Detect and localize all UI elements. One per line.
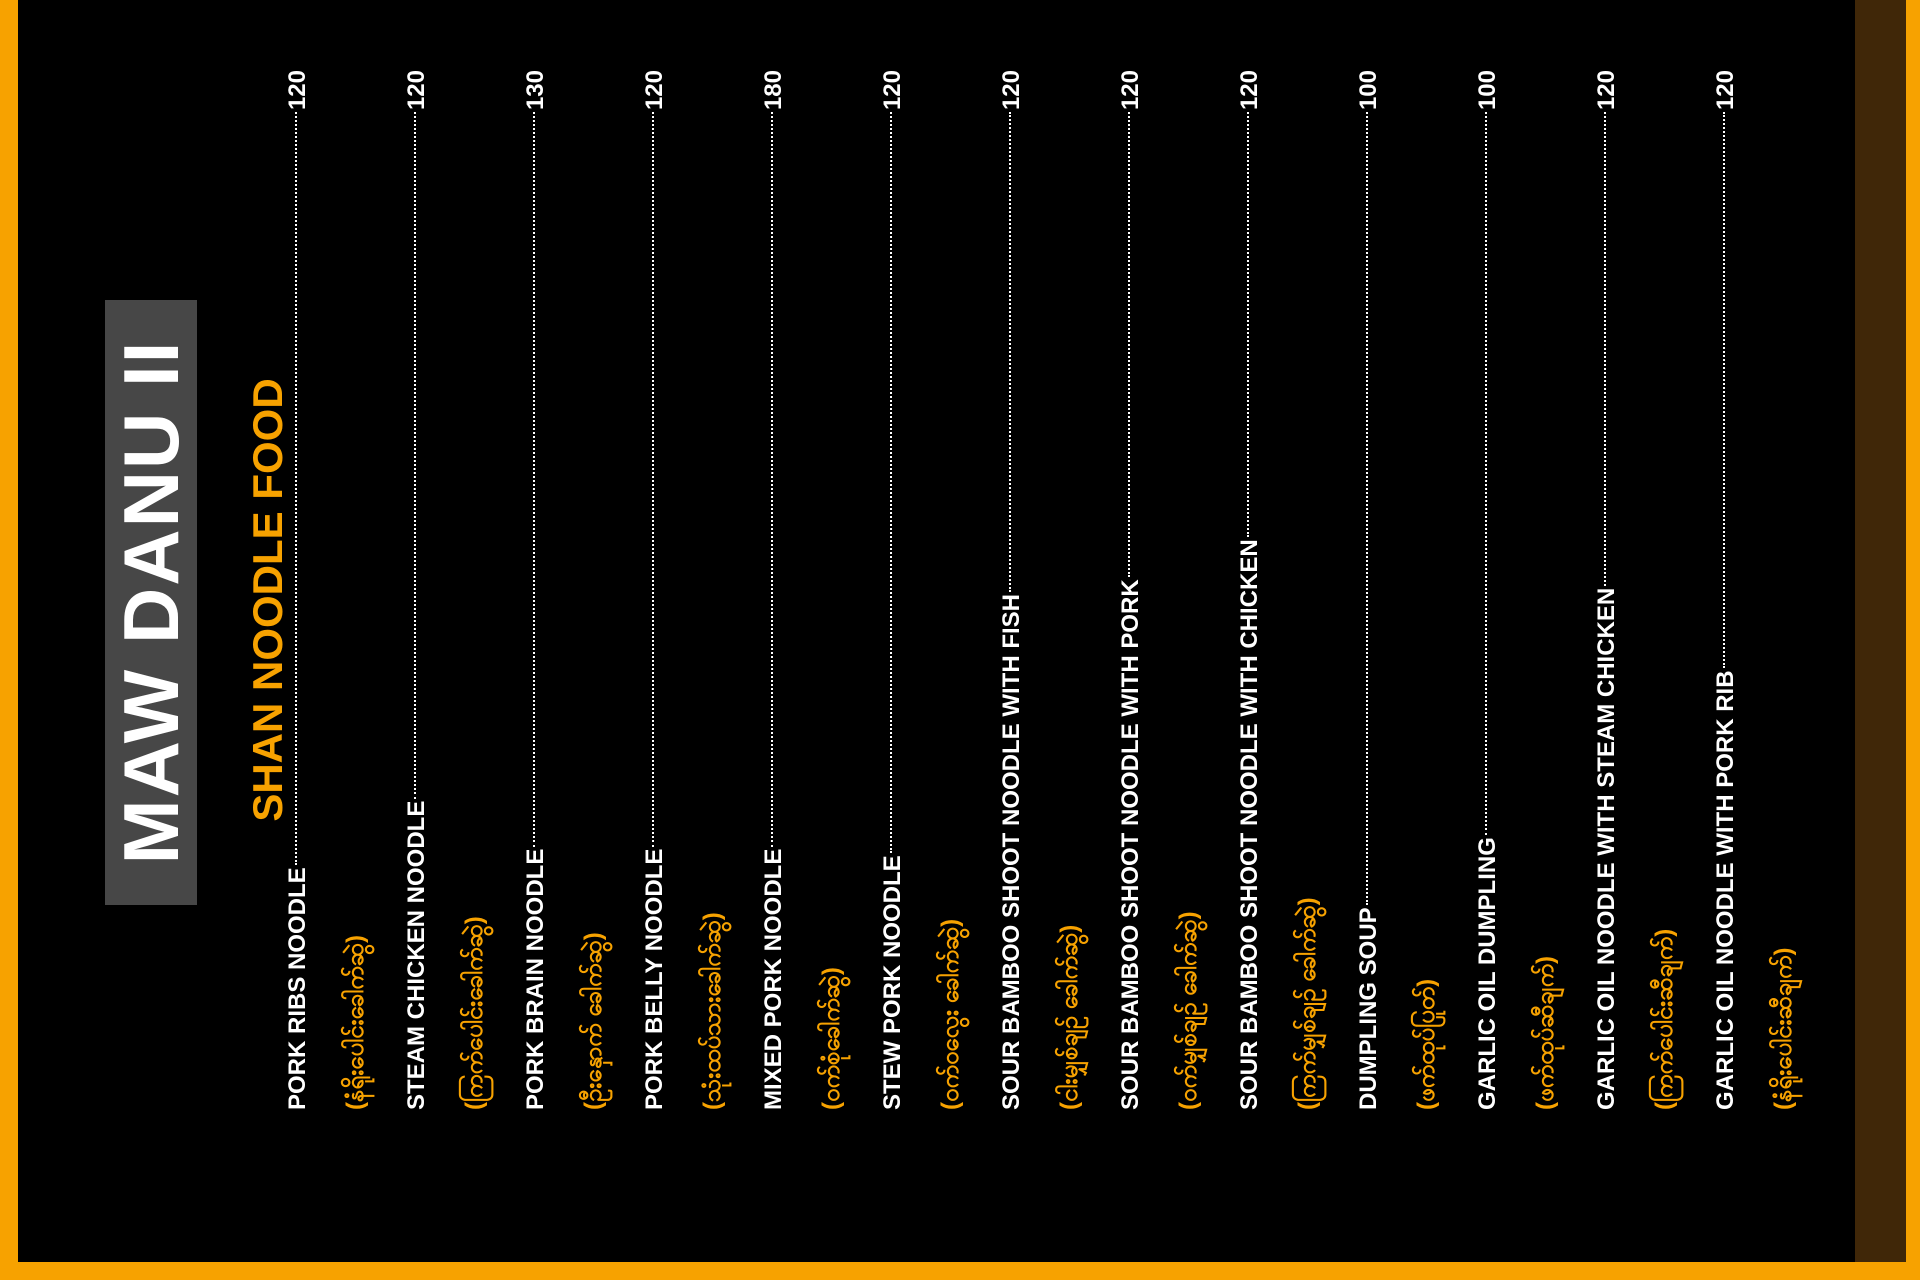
menu-item-price: 130 — [522, 70, 549, 111]
dot-leader — [1485, 112, 1487, 835]
menu-item-local-row — [1296, 70, 1320, 1110]
menu-item-local — [1762, 70, 1806, 1110]
menu-item-row — [1238, 70, 1262, 1110]
menu-item-local — [810, 70, 854, 1110]
menu-item-name: SOUR BAMBOO SHOOT NOODLE WITH CHICKEN — [1236, 539, 1263, 1110]
menu-item-row — [1119, 70, 1143, 1110]
menu-item-local-name: (ကြက်ပေါင်းဆီချက်) — [1651, 928, 1678, 1110]
menu-item-local — [691, 70, 735, 1110]
menu-item-local — [1167, 70, 1211, 1110]
menu-item — [395, 70, 439, 1110]
menu-item — [990, 70, 1034, 1110]
dot-leader — [1247, 112, 1249, 537]
menu-item-local-row — [701, 70, 725, 1110]
menu-item-local-name: (ဦးနှောက် ခေါက်ဆွဲ) — [580, 932, 607, 1110]
menu-panel — [18, 0, 1855, 1262]
menu-item-name: GARLIC OIL NOODLE WITH PORK RIB — [1712, 670, 1739, 1110]
dot-leader — [414, 112, 416, 799]
menu-item — [1704, 70, 1748, 1110]
dot-leader — [1723, 112, 1725, 668]
menu-item — [1109, 70, 1153, 1110]
menu-item-local-name: (ဝက်ဝလွေး ခေါက်ဆွဲ) — [937, 918, 964, 1110]
menu-item-name: PORK BRAIN NOODLE — [522, 848, 549, 1110]
menu-item-price: 120 — [1117, 70, 1144, 111]
menu-item-local-row — [1772, 70, 1796, 1110]
menu-item — [1466, 70, 1510, 1110]
menu-item-local-row — [1058, 70, 1082, 1110]
menu-item-price: 120 — [879, 70, 906, 111]
menu-item-price: 120 — [641, 70, 668, 111]
menu-item-local-row — [820, 70, 844, 1110]
menu-item-name: SOUR BAMBOO SHOOT NOODLE WITH FISH — [998, 594, 1025, 1110]
dot-leader — [1009, 112, 1011, 592]
menu-item-name: GARLIC OIL NOODLE WITH STEAM CHICKEN — [1593, 587, 1620, 1110]
menu-item-price: 120 — [1236, 70, 1263, 111]
menu-item-local-row — [1415, 70, 1439, 1110]
dot-leader — [1604, 112, 1606, 586]
menu-item-row — [1357, 70, 1381, 1110]
menu-item-local-row — [1177, 70, 1201, 1110]
menu-item-row — [524, 70, 548, 1110]
menu-item-price: 120 — [1593, 70, 1620, 111]
menu-item-name: STEAM CHICKEN NOODLE — [403, 800, 430, 1110]
menu-item-name: PORK RIBS NOODLE — [284, 867, 311, 1110]
menu-item — [1585, 70, 1629, 1110]
menu-item-row — [1000, 70, 1024, 1110]
dot-leader — [1366, 112, 1368, 905]
menu-item-price: 120 — [998, 70, 1025, 111]
menu-item-name: GARLIC OIL DUMPLING — [1474, 837, 1501, 1110]
dot-leader — [295, 112, 297, 865]
menu-item-row — [762, 70, 786, 1110]
menu-item-price: 120 — [403, 70, 430, 111]
menu-item-price: 120 — [284, 70, 311, 111]
menu-item-row — [1595, 70, 1619, 1110]
frame-shadow-right — [1855, 0, 1906, 1262]
dot-leader — [890, 112, 892, 853]
menu-item-name: STEW PORK NOODLE — [879, 855, 906, 1110]
menu-item-local-name: (ငါးမျှစ်ချဉ် ခေါက်ဆွဲ) — [1056, 924, 1083, 1110]
menu-item-local-row — [939, 70, 963, 1110]
menu-item-local-row — [582, 70, 606, 1110]
menu-item-local-name: (ကြက်ပေါင်းခေါက်ဆွဲ) — [461, 916, 488, 1110]
menu-item-local-name: (ဝက်စုံခေါက်ဆွဲ) — [818, 967, 845, 1110]
title-block — [105, 300, 197, 905]
menu-item — [871, 70, 915, 1110]
menu-item-local-name: (ဖက်ထုပ်ပြုတ်) — [1413, 978, 1440, 1110]
menu-item-row — [643, 70, 667, 1110]
dot-leader — [652, 112, 654, 847]
menu-item-name: SOUR BAMBOO SHOOT NOODLE WITH PORK — [1117, 579, 1144, 1110]
menu-item-row — [881, 70, 905, 1110]
menu-item-local — [1286, 70, 1330, 1110]
menu-item-local — [334, 70, 378, 1110]
menu-item-price: 180 — [760, 70, 787, 111]
menu-item-local-name: (နံရိုးပေါင်းခေါက်ဆွဲ) — [342, 935, 369, 1110]
menu-item — [633, 70, 677, 1110]
menu-item-local — [929, 70, 973, 1110]
menu-item-price: 100 — [1474, 70, 1501, 111]
menu-item — [752, 70, 796, 1110]
menu-item-local-name: (ကြက်မျှစ်ချဉ် ခေါက်ဆွဲ) — [1294, 897, 1321, 1110]
menu-item-price: 100 — [1355, 70, 1382, 111]
menu-item-row — [405, 70, 429, 1110]
menu-item-local-name: (ဖက်ထုပ်ဆီချက်) — [1532, 955, 1559, 1110]
menu-item-row — [1714, 70, 1738, 1110]
menu-subtitle: SHAN NOODLE FOOD — [244, 378, 291, 822]
menu-item-local-row — [1653, 70, 1677, 1110]
menu-item-name: DUMPLING SOUP — [1355, 907, 1382, 1110]
menu-item-local-row — [344, 70, 368, 1110]
menu-item — [276, 70, 320, 1110]
menu-item-name: MIXED PORK NOODLE — [760, 848, 787, 1110]
menu-item — [514, 70, 558, 1110]
menu-item-local-row — [1534, 70, 1558, 1110]
menu-item-local — [1405, 70, 1449, 1110]
menu-item — [1347, 70, 1391, 1110]
menu-item — [1228, 70, 1272, 1110]
menu-item-local-name: (သုံးထပ်သားခေါက်ဆွဲ) — [699, 912, 726, 1110]
dot-leader — [533, 112, 535, 847]
menu-item-local — [453, 70, 497, 1110]
menu-item-row — [1476, 70, 1500, 1110]
menu-item-name: PORK BELLY NOODLE — [641, 848, 668, 1110]
menu-item-local — [1048, 70, 1092, 1110]
menu-item-row — [286, 70, 310, 1110]
menu-item-local — [572, 70, 616, 1110]
menu-item-price: 120 — [1712, 70, 1739, 111]
dot-leader — [1128, 112, 1130, 577]
menu-item-local — [1524, 70, 1568, 1110]
menu-item-local-row — [463, 70, 487, 1110]
menu-item-local-name: (ဝက်မျှစ်ချဉ် ခေါက်ဆွဲ) — [1175, 911, 1202, 1110]
dot-leader — [771, 112, 773, 847]
menu-item-local-name: (နံရိုးပေါင်းဆီချက်) — [1770, 947, 1797, 1110]
menu-item-local — [1643, 70, 1687, 1110]
restaurant-title: MAW DANU II — [107, 339, 195, 865]
